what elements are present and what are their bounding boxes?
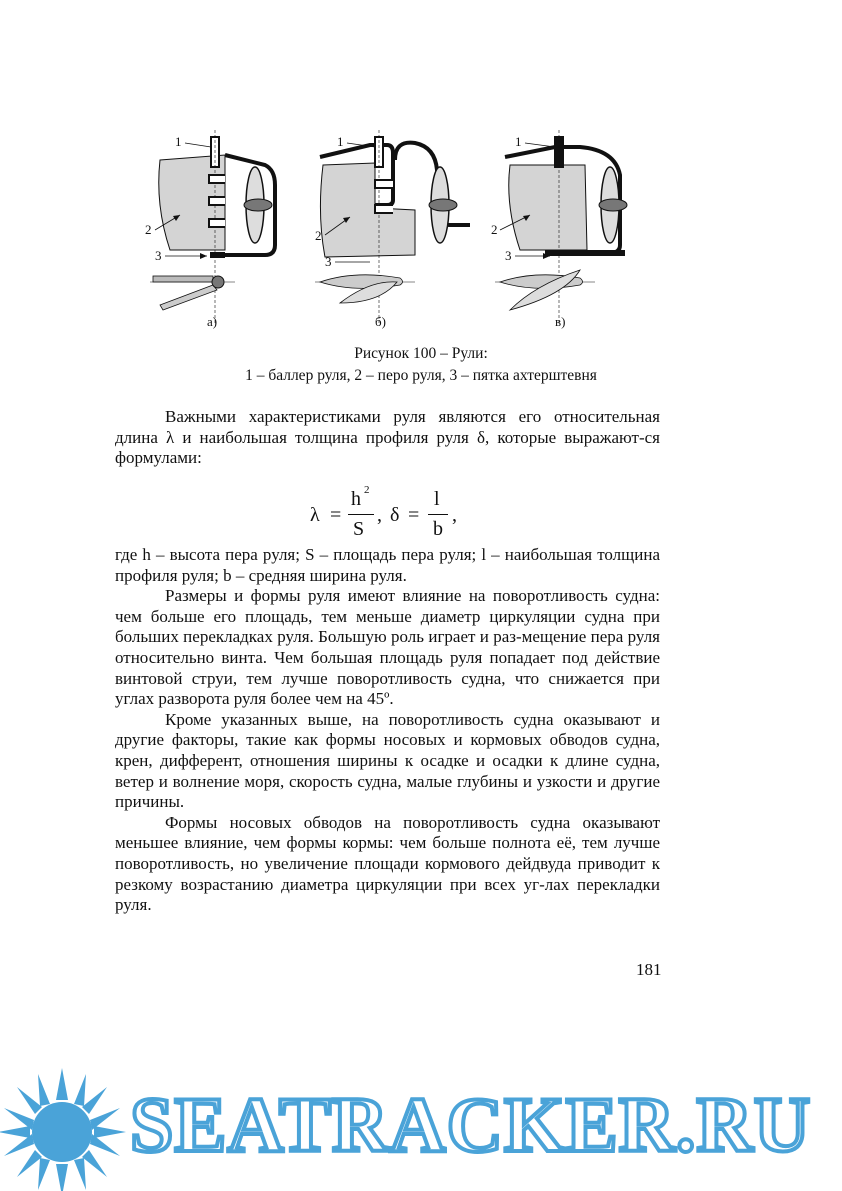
callout-a-1: 1 [175, 134, 182, 149]
body-text-block [115, 545, 660, 916]
formula-h: h [351, 488, 361, 510]
paragraph-3: Размеры и формы руля имеют влияние на поворотливость судна: чем больше его площадь, тем меньше диаметр циркуляции судна при больших перекладках руля. Большую роль играет и раз-мещение пера руля относительно винта. Чем большая площадь руля попадает под действие винтовой струи, тем лучше поворотливость судна, что снижается при углах разворота руля более чем на 45º. [115, 586, 660, 709]
formula-frac-line-1 [348, 514, 374, 515]
callout-c-1: 1 [515, 134, 522, 149]
formula-comma-2: , [452, 504, 457, 526]
part-label-a: а) [207, 314, 218, 329]
callout-c-2: 2 [491, 222, 498, 237]
callout-b-2: 2 [315, 228, 322, 243]
rudder-a-diagram [150, 130, 275, 325]
figure-caption-title: Рисунок 100 – Рули: [354, 345, 488, 362]
formula-eq-2: = [408, 504, 420, 526]
part-label-b: б) [375, 314, 386, 329]
formula-frac-line-2 [428, 514, 448, 515]
rudder-c-diagram [495, 130, 627, 325]
rudder-diagrams [125, 125, 645, 335]
rudder-b-diagram [315, 130, 470, 325]
part-label-c: в) [555, 314, 566, 329]
formula-b: b [433, 518, 443, 540]
formula-eq-1: = [330, 504, 342, 526]
formula-l: l [434, 488, 440, 510]
watermark-text: SEATRACKER.RU [130, 1081, 812, 1168]
callout-c-3: 3 [505, 248, 512, 263]
rudder-figure [125, 125, 645, 335]
paragraph-1-block [115, 407, 660, 469]
callout-b-1: 1 [337, 134, 344, 149]
paragraph-1: Важными характеристиками руля являются его относительная длина λ и наибольшая толщина профиля руля δ, которые выражают-ся формулами: [115, 407, 660, 468]
formula [300, 484, 500, 546]
formula-delta: δ [390, 504, 400, 526]
figure-caption-legend: 1 – баллер руля, 2 – перо руля, 3 – пятка ахтерштевня [245, 367, 597, 384]
paragraph-5: Формы носовых обводов на поворотливость судна оказывают меньшее влияние, чем формы кормы: чем больше полнота её, тем лучше поворотливость, но увеличение площади кормового дейдвуда приводит к резкому возрастанию диаметра циркуляции при всех уг-лах перекладки руля. [115, 812, 660, 915]
callout-b-3: 3 [325, 254, 332, 269]
callout-a-2: 2 [145, 222, 152, 237]
callout-a-3: 3 [155, 248, 162, 263]
formula-comma-1: , [377, 504, 382, 526]
page-number: 181 [636, 960, 662, 979]
formula-S: S [353, 518, 365, 540]
formula-lambda: λ [310, 504, 320, 526]
paragraph-2: где h – высота пера руля; S – площадь пера руля; l – наибольшая толщина профиля руля; b – средняя ширина руля. [115, 545, 660, 585]
formula-exp: 2 [364, 484, 370, 496]
paragraph-4: Кроме указанных выше, на поворотливость судна оказывают и другие факторы, такие как формы носовых и кормовых обводов судна, крен, дифферент, отношения ширины к осадке и осадки к длине судна, ветер и волнение моря, скорость судна, малые глубины и узкости и другие причины. [115, 709, 660, 812]
